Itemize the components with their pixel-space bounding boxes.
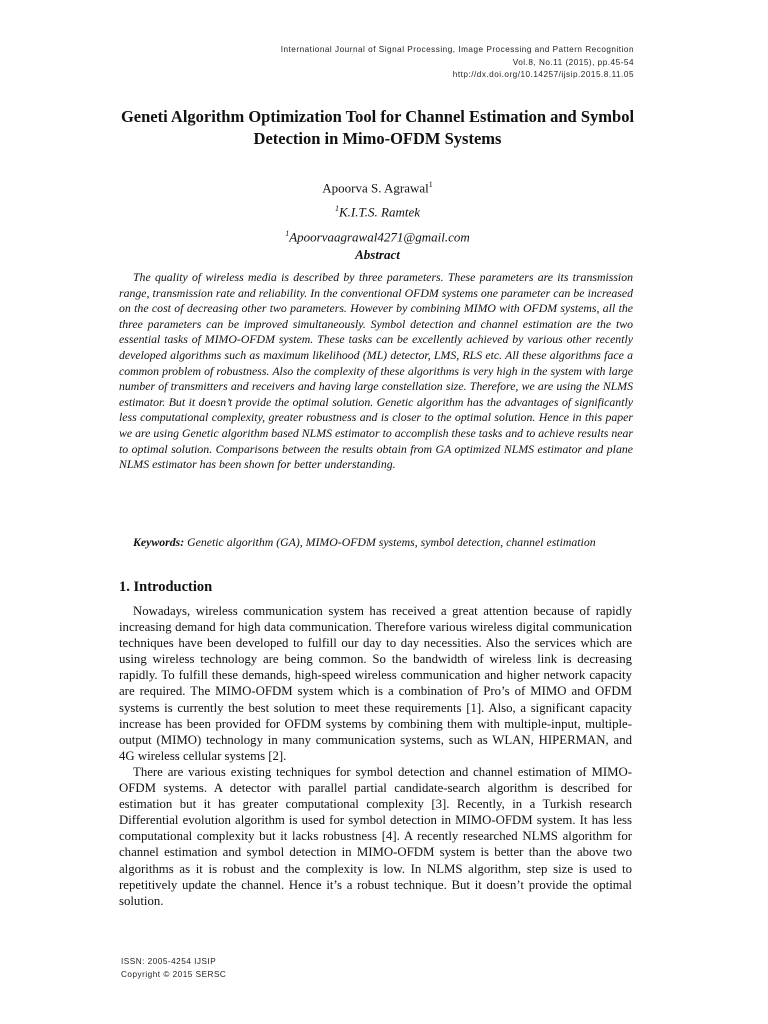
paper-title: Geneti Algorithm Optimization Tool for Channel Estimation and Symbol Detection in Mimo-OFDM Systems — [120, 107, 635, 148]
abstract-text: The quality of wireless media is described by three parameters. These parameters are its transmission range, transmission rate and reliability. In the conventional OFDM systems one parameter can be increased on the cost of decreasing other two parameters. However by combining MIMO with OFDM systems, all the three parameters can be improved simultaneously. Symbol detection and channel estimation are the two essential tasks of MIMO-OFDM system. These tasks can be excellently achieved by various other recently developed algorithms such as maximum likelihood (ML) detector, LMS, RLS etc. All these algorithms face a common problem of robustness. Also the complexity of these algorithms is very high in the system with large number of transmitters and receivers and having large constellation size. Therefore, we are using the NLMS estimator. But it doesn’t provide the optimal solution. Genetic algorithm has the advantages of significantly less computational complexity, greater robustness and is closer to the optimal solution. Hence in this paper we are using Genetic algorithm based NLMS estimator to accomplish these tasks and to achieve results near to optimal solution. Comparisons between the results obtain from GA optimized NLMS estimator and plane NLMS estimator has been shown for better understanding. — [119, 270, 633, 472]
author-email[interactable]: Apoorvaagrawal4271@gmail.com — [289, 228, 470, 244]
affiliation: K.I.T.S. Ramtek — [339, 204, 420, 220]
journal-name: International Journal of Signal Processing, Image Processing and Pattern Recognition — [280, 45, 634, 54]
email-line — [110, 223, 645, 247]
introduction-body — [119, 603, 632, 909]
keywords — [119, 535, 633, 551]
doi-link[interactable]: http://dx.doi.org/10.14257/ijsip.2015.8.11.05 — [452, 70, 634, 79]
footer-issn: ISSN: 2005-4254 IJSIP — [121, 957, 217, 966]
keywords-label: Keywords: — [133, 535, 185, 549]
author-name: Apoorva S. Agrawal — [322, 180, 429, 196]
affiliation-superscript: 1 — [335, 204, 339, 214]
author-line — [110, 174, 645, 198]
page-footer — [121, 955, 226, 981]
keywords-text: Genetic algorithm (GA), MIMO-OFDM systems, symbol detection, channel estimation — [187, 535, 596, 549]
footer-copyright: Copyright © 2015 SERSC — [121, 970, 227, 979]
section-heading-introduction: 1. Introduction — [119, 579, 213, 595]
journal-header — [281, 44, 634, 82]
affiliation-line — [110, 198, 645, 222]
journal-volume: Vol.8, No.11 (2015), pp.45-54 — [512, 57, 634, 67]
paragraph: Nowadays, wireless communication system has received a great attention because of rapidly increasing demand for high data communication. Therefore various wireless digital communication techniques have been developed to fulfill our day to day necessities. Also the services which are using wireless technology are being common. So the bandwidth of wireless link is decreasing rapidly. To fulfill these demands, high-speed wireless communication and higher network capacity are required. The MIMO-OFDM system which is a combination of Pro’s of MIMO and OFDM systems is currently the best solution to meet these requirements [1]. Also, a significant capacity increase has been provided for OFDM systems by combining them with multiple-input, multiple-output (MIMO) technology in many communication systems, such as WLAN, HIPERMAN, and 4G wireless cellular systems [2]. — [119, 604, 632, 763]
author-block — [110, 174, 645, 247]
email-superscript: 1 — [285, 228, 290, 238]
abstract-heading: Abstract — [355, 247, 400, 262]
author-superscript: 1 — [428, 180, 433, 189]
paragraph: There are various existing techniques for symbol detection and channel estimation of MIMO-OFDM systems. A detector with parallel partial candidate-search algorithm is described for estimation but it has greater computational complexity [3]. Recently, in a Turkish research Differential evolution algorithm is used for symbol detection in MIMO-OFDM system. It has less computational complexity but it lacks robustness [4]. A recently researched NLMS algorithm for channel estimation and symbol detection in MIMO-OFDM system is better than the above two algorithms as it is robust and the complexity is low. In NLMS algorithm, step size is used to repetitively update the channel. Hence it’s a robust technique. But it doesn’t provide the optimal solution. — [119, 764, 632, 908]
